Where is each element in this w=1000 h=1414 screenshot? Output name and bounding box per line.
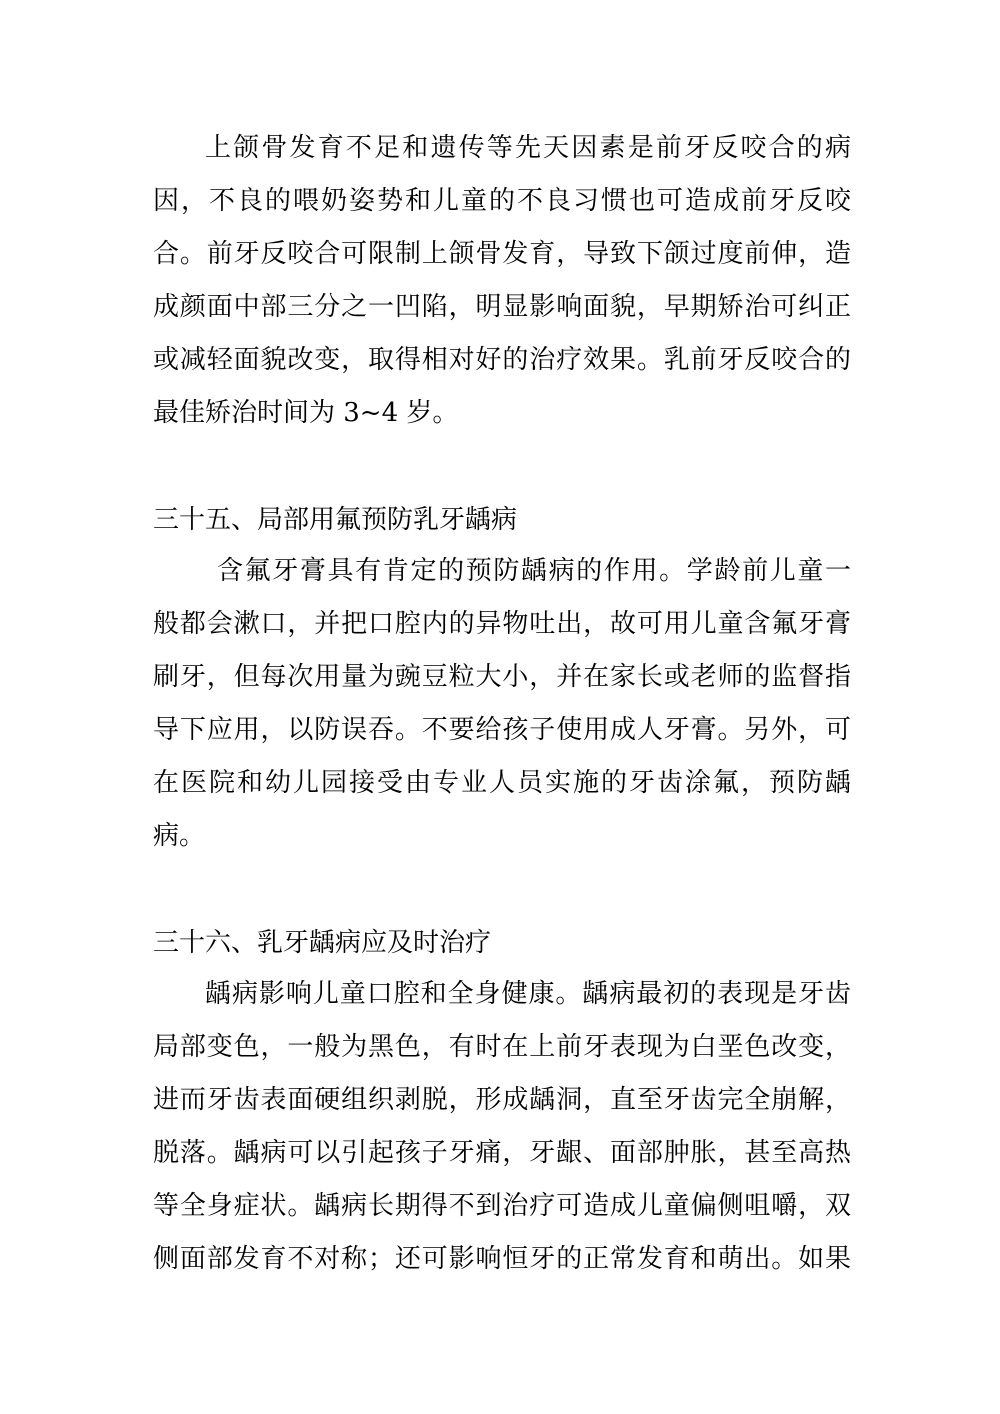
paragraph-line: 侧面部发育不对称；还可影响恒牙的正常发育和萌出。如果 [153, 1244, 851, 1274]
section-paragraph [153, 968, 851, 1286]
paragraph-line: 龋病影响儿童口腔和全身健康。龋病最初的表现是牙齿 [205, 979, 851, 1009]
paragraph-line: 成颜面中部三分之一凹陷，明显影响面貌，早期矫治可纠正 [153, 292, 851, 322]
paragraph-line: 般都会漱口，并把口腔内的异物吐出，故可用儿童含氟牙膏 [153, 609, 851, 639]
paragraph-line: 进而牙齿表面硬组织剥脱，形成龋洞，直至牙齿完全崩解， [153, 1085, 851, 1115]
paragraph-line: 或减轻面貌改变，取得相对好的治疗效果。乳前牙反咬合的 [153, 345, 851, 375]
paragraph-line: 含氟牙膏具有肯定的预防龋病的作用。学龄前儿童一 [217, 556, 851, 586]
paragraph-line: 因，不良的喂奶姿势和儿童的不良习惯也可造成前牙反咬 [153, 186, 851, 216]
section-heading: 三十五、局部用氟预防乳牙龋病 [153, 505, 518, 535]
paragraph-line: 导下应用，以防误吞。不要给孩子使用成人牙膏。另外，可 [153, 715, 851, 745]
paragraph-line: 等全身症状。龋病长期得不到治疗可造成儿童偏侧咀嚼，双 [153, 1191, 851, 1221]
paragraph-line: 脱落。龋病可以引起孩子牙痛，牙龈、面部肿胀，甚至高热 [153, 1138, 851, 1168]
paragraph-line: 在医院和幼儿园接受由专业人员实施的牙齿涂氟，预防龋 [153, 768, 851, 798]
intro-paragraph [153, 122, 851, 440]
document-page [153, 122, 851, 1286]
paragraph-line: 合。前牙反咬合可限制上颌骨发育，导致下颌过度前伸，造 [153, 239, 851, 269]
paragraph-line: 最佳矫治时间为 3~4 岁。 [153, 398, 459, 428]
section-heading: 三十六、乳牙龋病应及时治疗 [153, 928, 492, 958]
section-paragraph [153, 545, 851, 863]
section-spacer [153, 440, 851, 495]
paragraph-line: 局部变色，一般为黑色，有时在上前牙表现为白垩色改变， [153, 1032, 851, 1062]
paragraph-line: 病。 [153, 821, 206, 851]
paragraph-line: 刷牙，但每次用量为豌豆粒大小，并在家长或老师的监督指 [153, 662, 851, 692]
section-spacer [153, 863, 851, 918]
paragraph-line: 上颌骨发育不足和遗传等先天因素是前牙反咬合的病 [205, 133, 851, 163]
